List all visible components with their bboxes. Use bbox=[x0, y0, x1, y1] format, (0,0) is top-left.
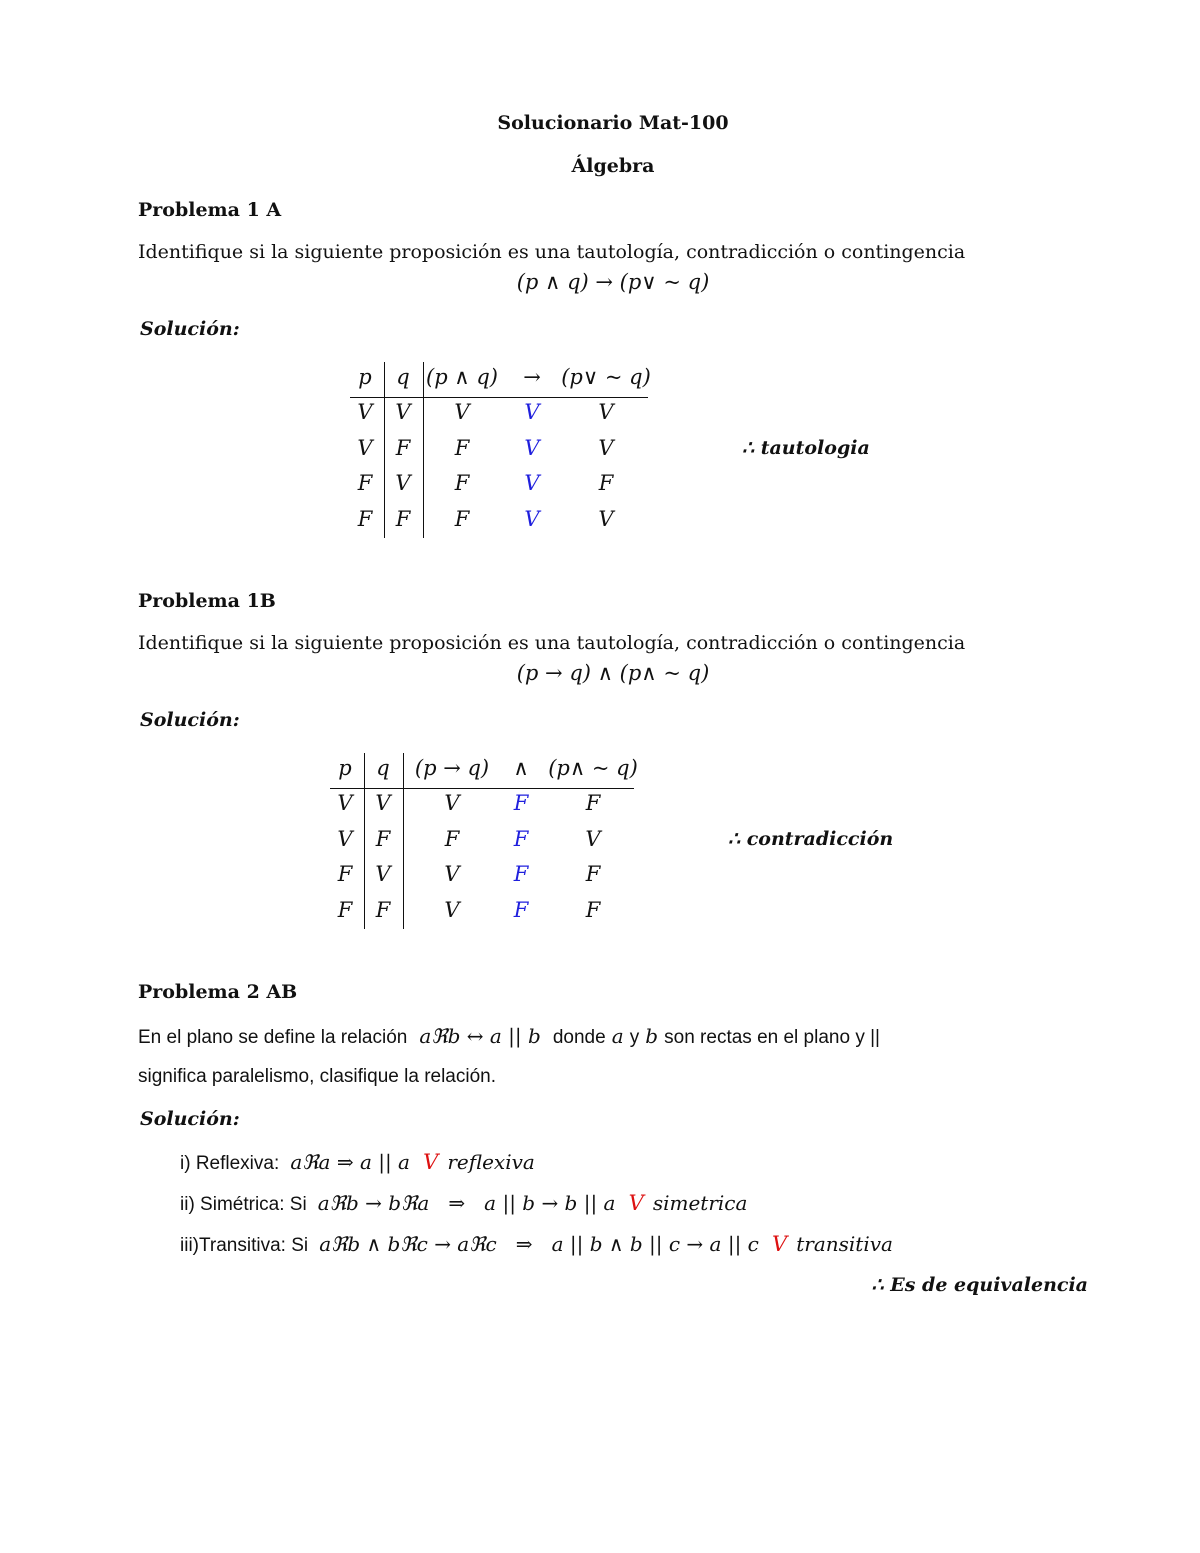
table-1a-cell-r2-c1: V bbox=[395, 471, 411, 495]
table-1b-header-1: q bbox=[376, 756, 390, 780]
table-1a-cell-r3-c0: F bbox=[357, 506, 373, 531]
table-1b-cell-r3-c4: F bbox=[585, 897, 601, 922]
property-result: transitiva bbox=[796, 1232, 893, 1256]
problem-2-conclusion: ∴ Es de equivalencia bbox=[871, 1274, 1088, 1296]
problem-2-statement-line1 bbox=[138, 1024, 880, 1049]
table-1a-cell-r2-c2: F bbox=[454, 471, 470, 495]
property-result: simetrica bbox=[652, 1191, 748, 1215]
table-1a-cell-r2-c3: V bbox=[524, 471, 540, 495]
var-b: b bbox=[645, 1024, 659, 1048]
table-1b-cell-r2-c0: F bbox=[337, 862, 353, 886]
property-label: ii) Simétrica: Si bbox=[180, 1194, 307, 1215]
table-1a-cell-r3-c4: V bbox=[598, 506, 614, 531]
table-1b-cell-r0-c1: V bbox=[375, 791, 391, 815]
table-1b-cell-r2-c4: F bbox=[585, 862, 601, 886]
property-label: i) Reflexiva: bbox=[180, 1153, 280, 1174]
table-1a-cell-r1-c4: V bbox=[598, 435, 614, 460]
table-1b-divider-1 bbox=[364, 753, 365, 929]
table-1a-divider-2 bbox=[423, 362, 424, 538]
property-transitive bbox=[180, 1232, 893, 1257]
problem-1b-conclusion: ∴ contradicción bbox=[728, 828, 894, 850]
problem-2-solution-label: Solución: bbox=[140, 1108, 240, 1130]
property-reflexive bbox=[180, 1150, 535, 1175]
table-1a-cell-r2-c4: F bbox=[598, 471, 614, 495]
statement-text-c: son rectas en el plano y || bbox=[664, 1027, 880, 1048]
table-1a-header-2: (p ∧ q) bbox=[426, 365, 498, 389]
table-1b-divider-2 bbox=[403, 753, 404, 929]
relation-definition-math: aℜb ↔ a || b bbox=[419, 1024, 541, 1048]
table-1b-header-4: (p∧ ~ q) bbox=[548, 756, 638, 780]
table-1b-cell-r2-c3: F bbox=[513, 862, 529, 886]
table-1b-header-0: p bbox=[338, 756, 352, 780]
table-1a-cell-r0-c1: V bbox=[395, 400, 411, 424]
table-1a-cell-r0-c0: V bbox=[357, 400, 373, 424]
table-1a-header-4: (p∨ ~ q) bbox=[561, 365, 651, 389]
property-label: iii)Transitiva: Si bbox=[180, 1235, 309, 1256]
table-1a-cell-r0-c3: V bbox=[524, 400, 540, 424]
table-1b-cell-r0-c4: F bbox=[585, 791, 601, 815]
table-1b-header-3: ∧ bbox=[513, 756, 529, 780]
table-1a-cell-r1-c2: F bbox=[454, 435, 470, 460]
problem-1b-statement: Identifique si la siguiente proposición es una tautología, contradicción o contingencia bbox=[138, 632, 966, 654]
page-title: Solucionario Mat-100 bbox=[497, 112, 729, 134]
table-1b-cell-r1-c2: F bbox=[444, 826, 460, 851]
problem-1a-statement: Identifique si la siguiente proposición es una tautología, contradicción o contingencia bbox=[138, 241, 966, 263]
problem-1a-heading: Problema 1 A bbox=[138, 199, 282, 221]
table-1b-cell-r2-c1: V bbox=[375, 862, 391, 886]
table-1a-header-0: p bbox=[358, 365, 372, 389]
problem-2-heading: Problema 2 AB bbox=[138, 981, 298, 1003]
problem-1b-solution-label: Solución: bbox=[140, 709, 240, 731]
statement-text-b: donde bbox=[552, 1027, 606, 1048]
table-1a-cell-r1-c0: V bbox=[357, 435, 373, 460]
table-1b-header-2: (p → q) bbox=[414, 756, 490, 780]
problem-1a-solution-label: Solución: bbox=[140, 318, 240, 340]
property-mark: V bbox=[771, 1232, 788, 1256]
table-1a-cell-r3-c2: F bbox=[454, 506, 470, 531]
var-a: a bbox=[611, 1024, 624, 1048]
page-subtitle: Álgebra bbox=[571, 155, 655, 177]
table-1b-header-rule bbox=[330, 788, 634, 789]
table-1a-divider-1 bbox=[384, 362, 385, 538]
property-math: aℜb ∧ bℜc → aℜc ⇒ a || b ∧ b || c → a || c bbox=[319, 1232, 759, 1256]
table-1a-header-3: → bbox=[523, 365, 541, 389]
table-1a-header-rule bbox=[350, 397, 648, 398]
table-1b-cell-r3-c1: F bbox=[375, 897, 391, 922]
table-1b-cell-r3-c3: F bbox=[513, 897, 529, 922]
table-1b-cell-r3-c0: F bbox=[337, 897, 353, 922]
table-1a-cell-r1-c3: V bbox=[524, 435, 540, 460]
table-1a-header-1: q bbox=[396, 365, 410, 389]
problem-2-statement-line2: significa paralelismo, clasifique la relación. bbox=[138, 1066, 497, 1087]
property-mark: V bbox=[423, 1150, 439, 1174]
property-result: reflexiva bbox=[447, 1150, 535, 1174]
table-1a-cell-r0-c2: V bbox=[454, 400, 470, 424]
table-1b-cell-r3-c2: V bbox=[444, 897, 460, 922]
problem-1b-formula: (p → q) ∧ (p∧ ~ q) bbox=[516, 661, 710, 685]
property-symmetric bbox=[180, 1191, 747, 1216]
table-1a-cell-r2-c0: F bbox=[357, 471, 373, 495]
table-1a-cell-r3-c1: F bbox=[395, 506, 411, 531]
problem-1b-heading: Problema 1B bbox=[138, 590, 276, 612]
table-1a-cell-r3-c3: V bbox=[524, 506, 540, 531]
table-1b-cell-r1-c3: F bbox=[513, 826, 529, 851]
property-math: aℜa ⇒ a || a bbox=[290, 1150, 410, 1174]
problem-1a-formula: (p ∧ q) → (p∨ ~ q) bbox=[516, 270, 710, 294]
statement-text-a: En el plano se define la relación bbox=[138, 1027, 408, 1048]
table-1b-cell-r0-c2: V bbox=[444, 791, 460, 815]
problem-1a-conclusion: ∴ tautologia bbox=[742, 437, 870, 459]
table-1b-cell-r1-c1: F bbox=[375, 826, 391, 851]
table-1b-cell-r0-c3: F bbox=[513, 791, 529, 815]
table-1a-cell-r1-c1: F bbox=[395, 435, 411, 460]
table-1b-cell-r1-c4: V bbox=[585, 826, 601, 851]
property-math: aℜb → bℜa ⇒ a || b → b || a bbox=[317, 1191, 616, 1215]
table-1b-cell-r0-c0: V bbox=[337, 791, 353, 815]
statement-text-y: y bbox=[629, 1027, 640, 1048]
property-mark: V bbox=[628, 1191, 644, 1215]
table-1a-cell-r0-c4: V bbox=[598, 400, 614, 424]
table-1b-cell-r2-c2: V bbox=[444, 862, 460, 886]
table-1b-cell-r1-c0: V bbox=[337, 826, 353, 851]
